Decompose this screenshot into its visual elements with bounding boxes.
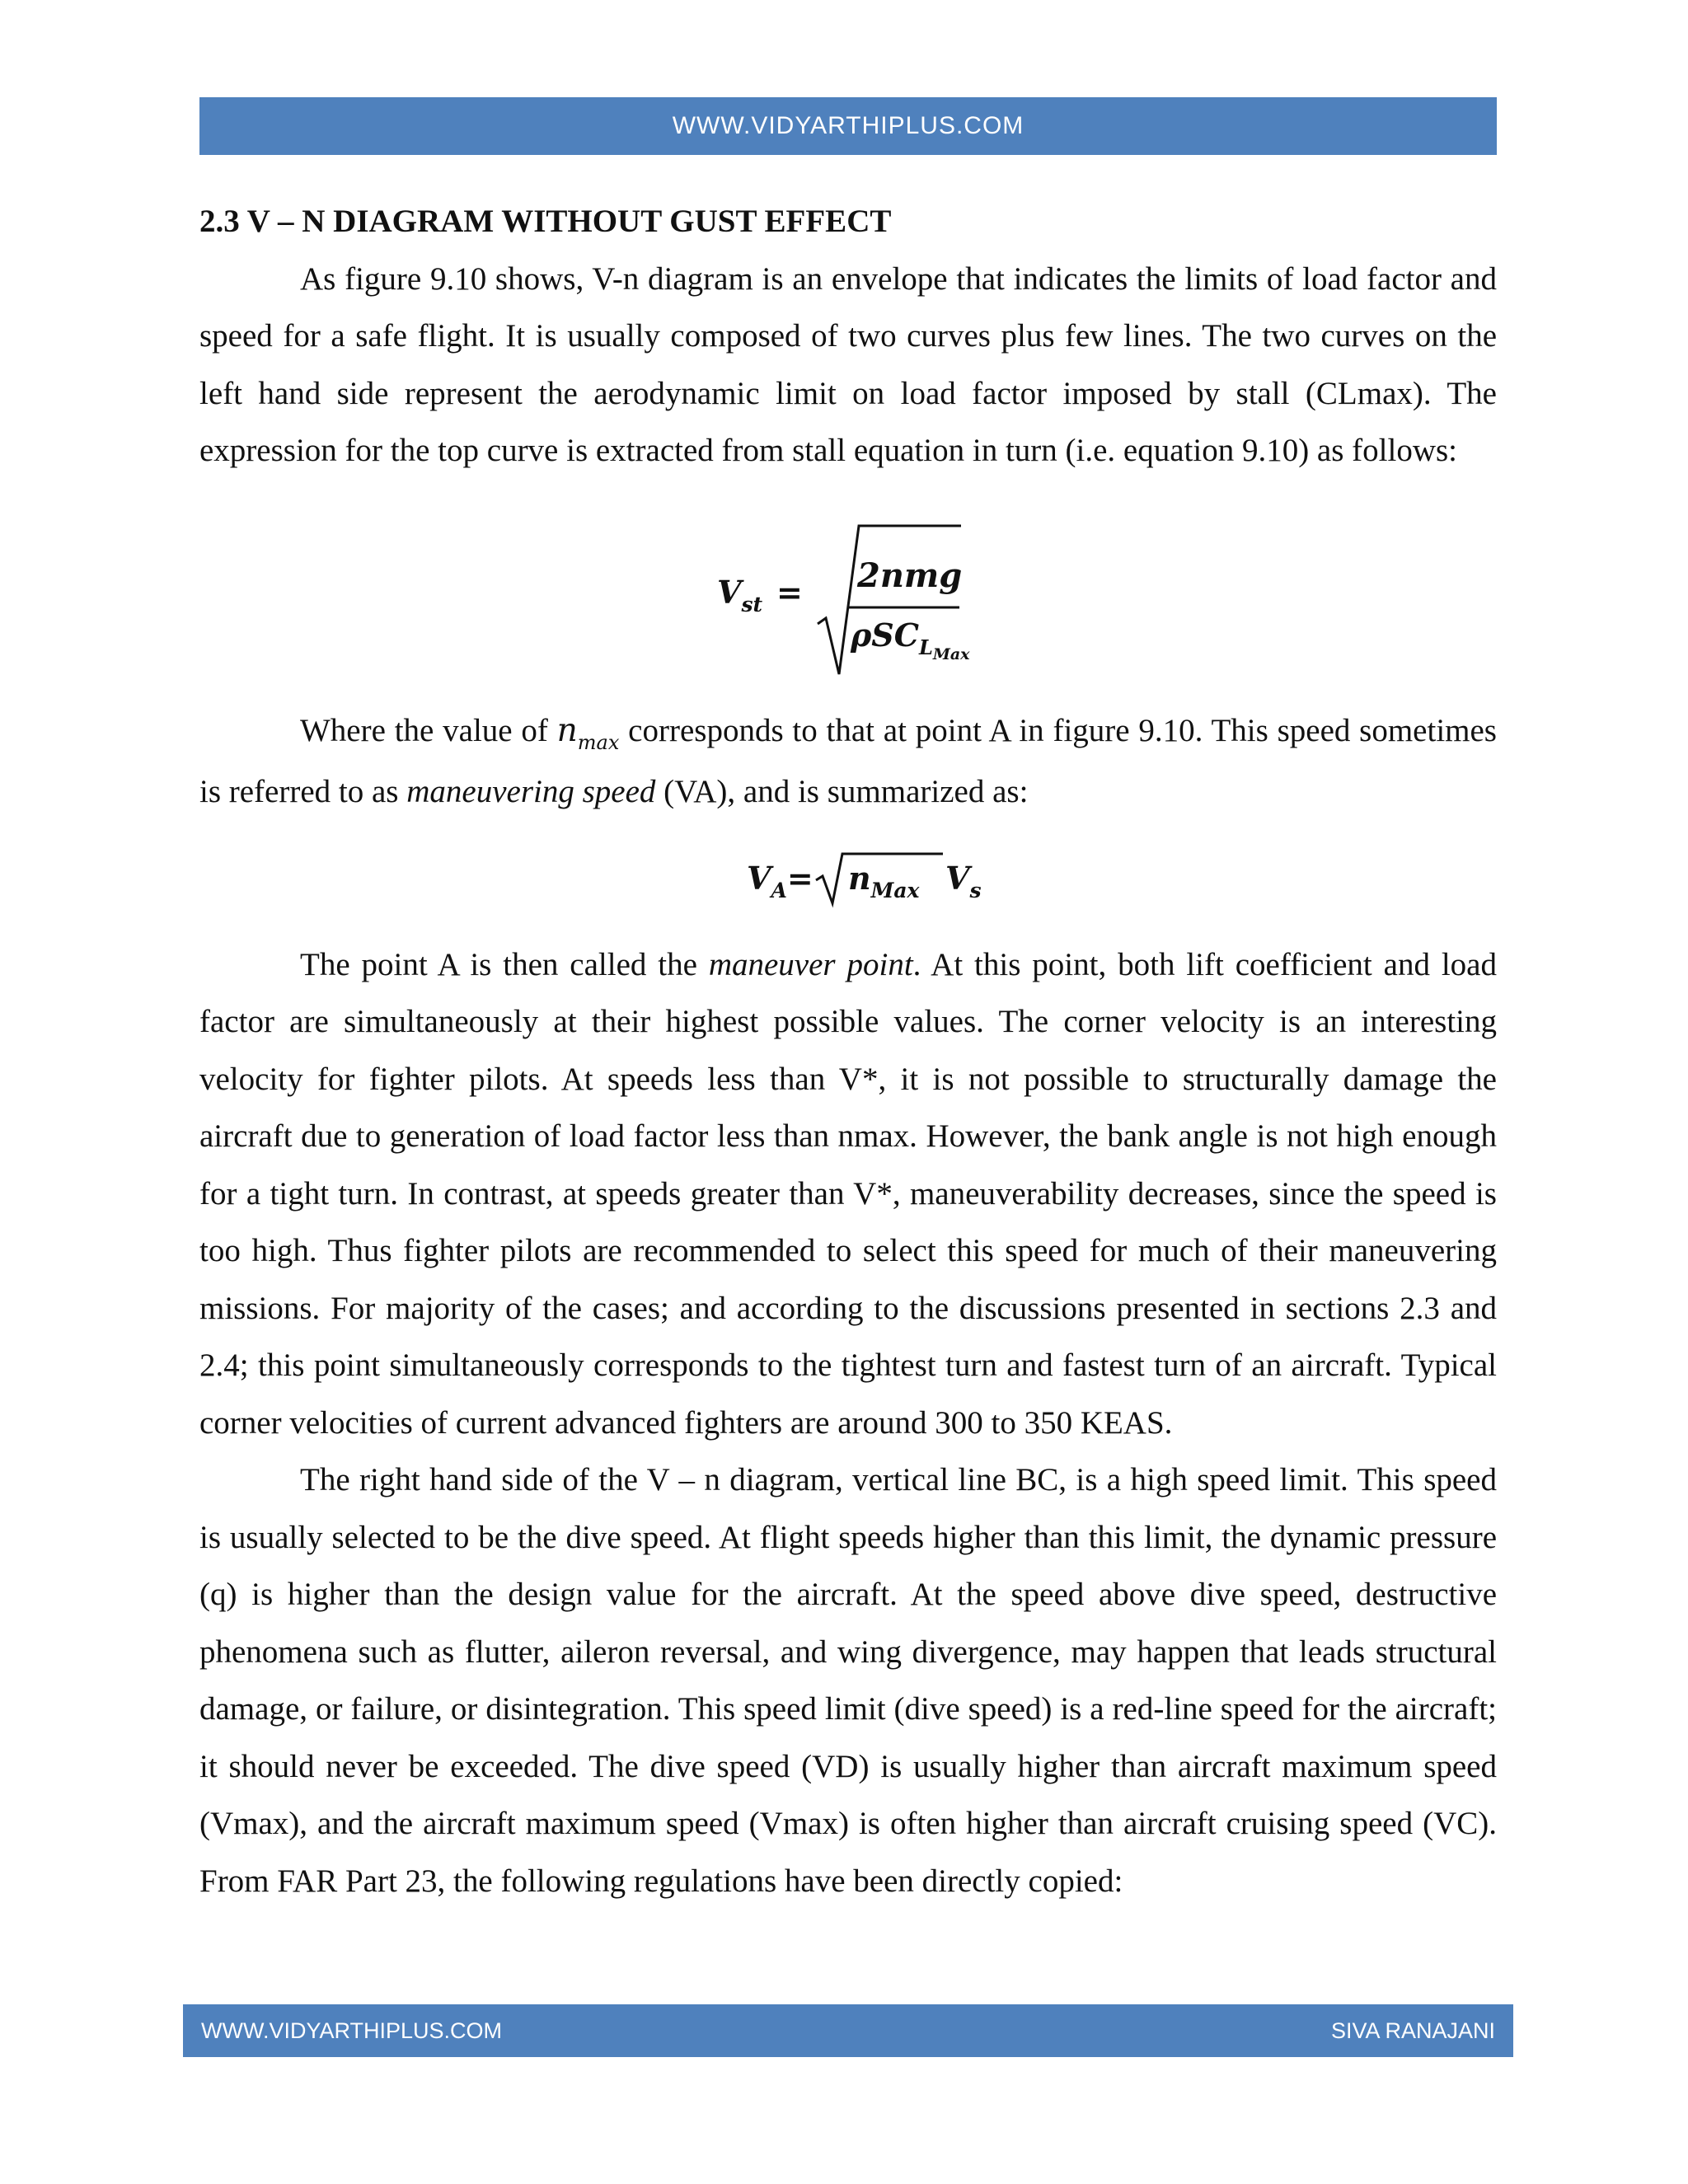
stall-speed-formula [199,480,1497,702]
formula2-rhs: $V_s$ [945,859,982,902]
maneuvering-speed-formula-svg [199,821,1497,936]
formula1-lhs: $V_{st}$ [717,573,763,616]
page-content [199,193,1497,1910]
header-bar [199,97,1497,155]
maneuvering-speed-formula [199,821,1497,936]
paragraph-maneuver-point: The point A is then called the maneuver point. At this point, both lift coefficient and load factor are simultaneously at their highest possible values. The corner velocity is an interesting velocity for fighter pilots. At speeds less than V*, it is not possible to structurally damage the aircraft due to generation of load factor less than nmax. However, the bank angle is not high enough for a tight turn. In contrast, at speeds greater than V*, maneuverability decreases, since the speed is too high. Thus fighter pilots are recommended to select this speed for much of their maneuvering missions. For majority of the cases; and according to the discussions presented in sections 2.3 and 2.4; this point simultaneously corresponds to the tightest turn and fastest turn of an aircraft. Typical corner velocities of current advanced fighters are around 300 to 350 KEAS. [199,946,1497,1441]
inline-n-max: $n_{max}$ [556,711,620,754]
header-text: WWW.VIDYARTHIPLUS.COM [672,112,1025,139]
paragraph-dive-speed: The right hand side of the V – n diagram, vertical line BC, is a high speed limit. This speed is usually selected to be the dive speed. At flight speeds higher than this limit, the dynamic pressure (q) is higher than the design value for the aircraft. At the speed above dive speed, destructive phenomena such as flutter, aileron reversal, and wing divergence, may happen that leads structural damage, or failure, or disintegration. This speed limit (dive speed) is a red-line speed for the aircraft; it should never be exceeded. The dive speed (VD) is usually higher than aircraft maximum speed (Vmax), and the aircraft maximum speed (Vmax) is often higher than aircraft cruising speed (VC). From FAR Part 23, the following regulations have been directly copied: [199,1462,1497,1899]
formula2-lhs: $V_A=$ [747,859,814,902]
paragraph-where: Where the value of $n_{max}$ corresponds to that at point A in figure 9.10. This speed sometimes is referred to as maneuvering speed (VA), and is summarized as: [199,711,1497,809]
formula1-denominator: ρSC$_L$Max [851,616,970,663]
formula1-equals: = [776,573,803,611]
section-heading: 2.3 V – N DIAGRAM WITHOUT GUST EFFECT [199,204,892,239]
footer-left-text: WWW.VIDYARTHIPLUS.COM [201,2018,503,2043]
stall-speed-formula-svg [199,480,1497,702]
formula2-radicand: $n_{Max}$ [848,859,920,902]
formula1-numerator: 2nmg [857,555,963,595]
footer-right-text: SIVA RANAJANI [1330,2018,1495,2043]
footer-bar [183,2004,1513,2057]
paragraph-intro: As figure 9.10 shows, V-n diagram is an envelope that indicates the limits of load factor and speed for a safe flight. It is usually composed of two curves plus few lines. The two curves on the left hand side represent the aerodynamic limit on load factor imposed by stall (CLmax). The expression for the top curve is extracted from stall equation in turn (i.e. equation 9.10) as follows: [199,260,1497,468]
